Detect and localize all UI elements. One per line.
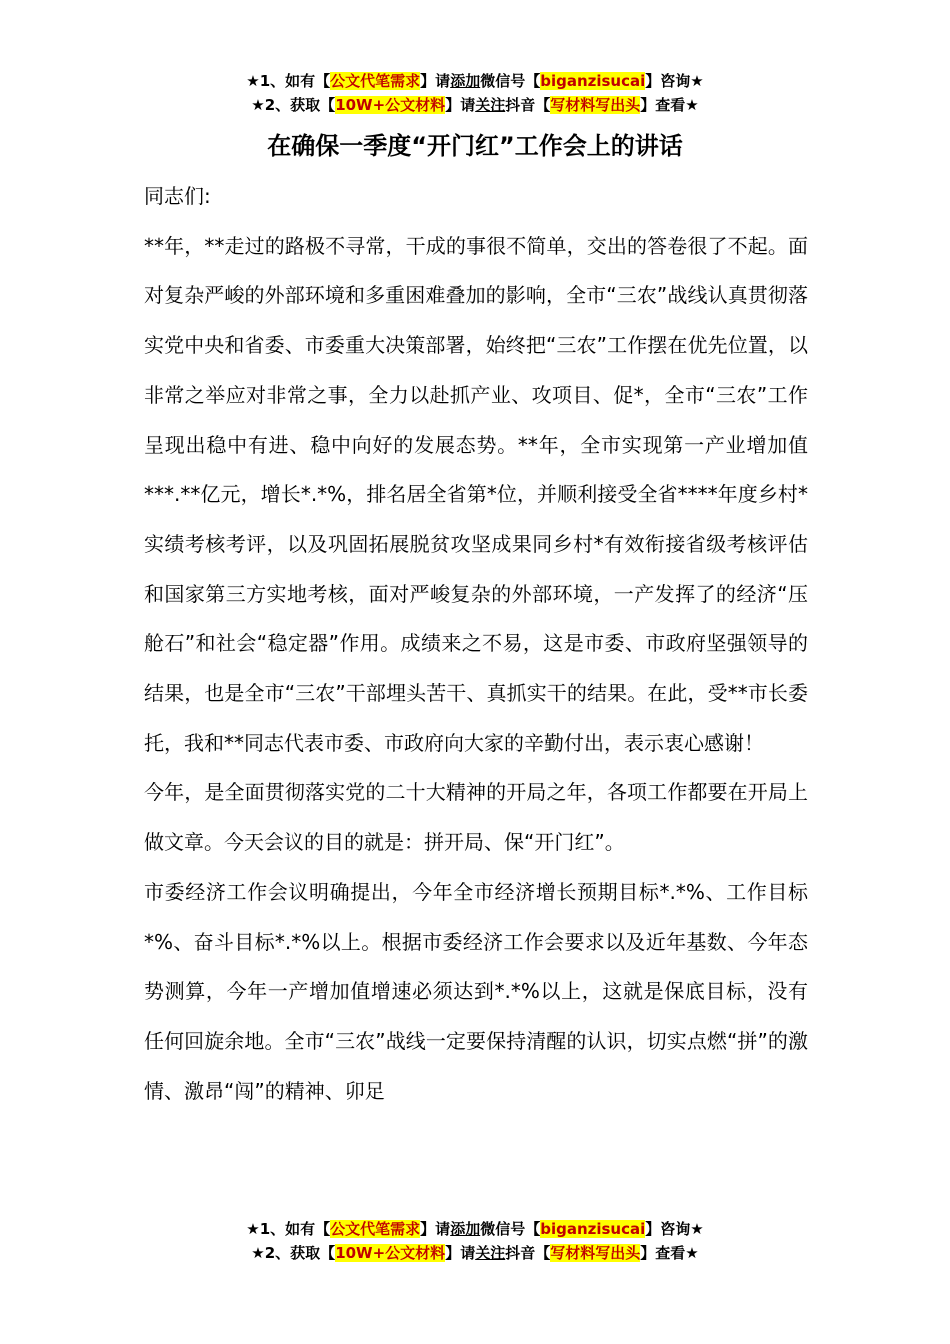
promo-underlined-text: 关注 <box>475 1244 506 1262</box>
promo-line-2 <box>0 1241 950 1265</box>
promo-underlined-text: 添加 <box>450 72 481 90</box>
promo-text: 】查看★ <box>640 96 699 114</box>
promo-highlight: biganzisucai <box>540 1220 646 1238</box>
promo-text: ★1、如有【 <box>246 72 331 90</box>
header-promo-banner <box>0 69 950 117</box>
promo-highlight: biganzisucai <box>540 72 646 90</box>
promo-highlight: 写材料写出头 <box>550 1244 641 1262</box>
promo-text: 】请 <box>420 72 451 90</box>
body-paragraph: 今年，是全面贯彻落实党的二十大精神的开局之年，各项工作都要在开局上做文章。今天会议的目的就是：拼开局、保“开门红”。 <box>144 780 808 855</box>
promo-text: 抖音【 <box>505 96 551 114</box>
promo-line-1 <box>0 69 950 93</box>
promo-text: ★2、获取【 <box>251 96 336 114</box>
promo-text: ★1、如有【 <box>246 1220 331 1238</box>
promo-highlight: 公文代笔需求 <box>330 1220 421 1238</box>
promo-highlight: 10W+公文材料 <box>335 1244 446 1262</box>
promo-underlined-text: 添加 <box>450 1220 481 1238</box>
promo-text: 】请 <box>445 1244 476 1262</box>
promo-highlight: 写材料写出头 <box>550 96 641 114</box>
promo-highlight: 公文代笔需求 <box>330 72 421 90</box>
footer-promo-banner <box>0 1217 950 1265</box>
promo-text: 】查看★ <box>640 1244 699 1262</box>
promo-text: 微信号【 <box>480 1220 541 1238</box>
promo-text: 微信号【 <box>480 72 541 90</box>
promo-text: 】咨询★ <box>645 1220 704 1238</box>
promo-text: 】咨询★ <box>645 72 704 90</box>
document-body <box>144 172 808 1116</box>
promo-text: ★2、获取【 <box>251 1244 336 1262</box>
body-paragraph: **年，**走过的路极不寻常，干成的事很不简单，交出的答卷很了不起。面对复杂严峻的外部环境和多重困难叠加的影响，全市“三农”战线认真贯彻落实党中央和省委、市委重大决策部署，始终把“三农”工作摆在优先位置，以非常之举应对非常之事，全力以赴抓产业、攻项目、促*，全市“三农”工作呈现出稳中有进、稳中向好的发展态势。**年，全市实现第一产业增加值***.**亿元，增长*.*%，排名居全省第*位，并顺利接受全省****年度乡村*实绩考核考评，以及巩固拓展脱贫攻坚成果同乡村*有效衔接省级考核评估和国家第三方实地考核，面对严峻复杂的外部环境，一产发挥了的经济“压舱石”和社会“稳定器”作用。成绩来之不易，这是市委、市政府坚强领导的结果，也是全市“三农”干部埋头苦干、真抓实干的结果。在此，受**市长委托，我和**同志代表市委、市政府向大家的辛勤付出，表示衷心感谢！ <box>144 233 808 755</box>
body-paragraph: 市委经济工作会议明确提出，今年全市经济增长预期目标*.*%、工作目标*%、奋斗目标*.*%以上。根据市委经济工作会要求以及近年基数、今年态势测算，今年一产增加值增速必须达到*.*%以上，这就是保底目标，没有任何回旋余地。全市“三农”战线一定要保持清醒的认识，切实点燃“拼”的激情、激昂“闯”的精神、卯足 <box>144 879 808 1103</box>
promo-highlight: 10W+公文材料 <box>335 96 446 114</box>
promo-text: 】请 <box>420 1220 451 1238</box>
document-title: 在确保一季度“开门红”工作会上的讲话 <box>267 132 683 160</box>
promo-text: 抖音【 <box>505 1244 551 1262</box>
salutation: 同志们: <box>144 184 211 208</box>
promo-line-2 <box>0 93 950 117</box>
promo-text: 】请 <box>445 96 476 114</box>
promo-line-1 <box>0 1217 950 1241</box>
promo-underlined-text: 关注 <box>475 96 506 114</box>
